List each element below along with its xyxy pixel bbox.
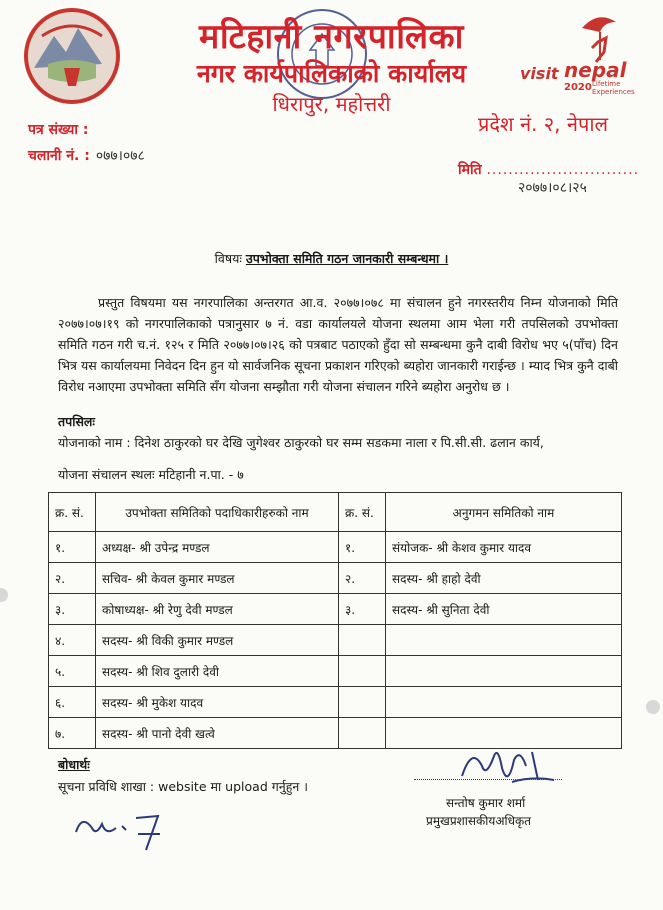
row-official-name: सदस्य- श्री शिव दुलारी देवी bbox=[96, 656, 339, 687]
header-sn-2: क्र. सं. bbox=[339, 493, 386, 532]
nepal-text: nepal bbox=[564, 58, 627, 82]
row-monitor-name: संयोजक- श्री केशव कुमार यादव bbox=[386, 532, 622, 563]
row-sn-1: १. bbox=[49, 532, 96, 563]
province-text: प्रदेश नं. २, नेपाल bbox=[478, 112, 609, 136]
row-sn-1: २. bbox=[49, 563, 96, 594]
lifetime-text: Lifetime Experiences bbox=[592, 80, 635, 96]
project-name: योजनाको नाम : दिनेश ठाकुरको घर देखि जुगेश्वर ठाकुरको घर सम्म सडकमा नाला र पि.सी.सी. ढलान कार्य, bbox=[58, 435, 544, 450]
subject-text: उपभोक्ता समिति गठन जानकारी सम्बन्धमा । bbox=[245, 251, 449, 266]
row-official-name: सचिव- श्री केवल कुमार मण्डल bbox=[96, 563, 339, 594]
officer-signature bbox=[442, 736, 562, 796]
visit-nepal-logo bbox=[520, 8, 655, 98]
bodhartha-label: बोधार्थः bbox=[58, 757, 90, 772]
table-row bbox=[49, 532, 622, 563]
signer-designation: प्रमुखप्रशासकीयअधिकृत bbox=[426, 814, 532, 828]
project-location: योजना संचालन स्थलः मटिहानी न.पा. - ७ bbox=[58, 467, 244, 482]
table-header-row bbox=[49, 493, 622, 532]
row-official-name: सदस्य- श्री मुकेश यादव bbox=[96, 687, 339, 718]
row-sn-2 bbox=[339, 718, 386, 749]
row-monitor-name: सदस्य- श्री हाहो देवी bbox=[386, 563, 622, 594]
table-row bbox=[49, 656, 622, 687]
table-row bbox=[49, 625, 622, 656]
row-sn-1: ६. bbox=[49, 687, 96, 718]
row-official-name: अध्यक्ष- श्री उपेन्द्र मण्डल bbox=[96, 532, 339, 563]
patra-sankhya-label: पत्र संख्या : bbox=[28, 122, 89, 138]
date-dots: ............................ bbox=[486, 162, 640, 178]
year-text: 2020 bbox=[564, 82, 592, 93]
row-sn-2 bbox=[339, 687, 386, 718]
header-monitoring-committee: अनुगमन समितिको नाम bbox=[386, 493, 622, 532]
row-monitor-name bbox=[386, 625, 622, 656]
initial-signature bbox=[66, 806, 176, 860]
committee-table bbox=[48, 492, 622, 749]
chalani-label: चलानी नं. : bbox=[28, 148, 90, 164]
row-official-name: कोषाध्यक्ष- श्री रेणु देवी मण्डल bbox=[96, 594, 339, 625]
details-label: तपसिलः bbox=[58, 414, 95, 429]
chalani-value: ०७७।०७८ bbox=[95, 148, 145, 164]
signature-line bbox=[414, 779, 562, 780]
table-row bbox=[49, 563, 622, 594]
date-field bbox=[458, 160, 639, 179]
table-row bbox=[49, 594, 622, 625]
row-sn-1: ७. bbox=[49, 718, 96, 749]
signer-name: सन्तोष कुमार शर्मा bbox=[446, 796, 526, 810]
table-row bbox=[49, 687, 622, 718]
visit-text: visit bbox=[520, 64, 559, 83]
header-sn-1: क्र. सं. bbox=[49, 493, 96, 532]
row-official-name: सदस्य- श्री विकी कुमार मण्डल bbox=[96, 625, 339, 656]
row-monitor-name bbox=[386, 656, 622, 687]
row-official-name: सदस्य- श्री पानो देवी खत्वे bbox=[96, 718, 339, 749]
it-section-note: सूचना प्रविधि शाखा : website मा upload गर्नुहुन । bbox=[58, 779, 308, 794]
office-name: नगर कार्यपालिकाको कार्यालय bbox=[196, 59, 467, 88]
date-value: २०७७।०८।२५ bbox=[518, 180, 587, 196]
row-sn-2: ३. bbox=[339, 594, 386, 625]
row-sn-1: ३. bbox=[49, 594, 96, 625]
subject-label: विषयः bbox=[214, 251, 242, 266]
header-user-committee: उपभोक्ता समितिको पदाधिकारीहरुको नाम bbox=[96, 493, 339, 532]
municipality-name: मटिहानी नगरपालिका bbox=[199, 17, 464, 57]
punch-hole-right bbox=[646, 700, 660, 714]
row-sn-2 bbox=[339, 656, 386, 687]
row-monitor-name bbox=[386, 687, 622, 718]
chalani-number bbox=[28, 146, 145, 165]
date-label: मिति bbox=[458, 162, 482, 178]
row-sn-2 bbox=[339, 625, 386, 656]
subject-line bbox=[0, 250, 663, 267]
letter-body: प्रस्तुत विषयमा यस नगरपालिका अन्तरगत आ.व. २०७७।०७८ मा संचालन हुने नगरस्तरीय निम्न योजनाको मिति २०७७।०७।१९ को नगरपालिकाको पत्रानुसार ७ नं. वडा कार्यालयले योजना स्थलमा आम भेला गरी तपसिलको उपभोक्ता समिति गठन गरी च.नं. १२५ र मिति २०७७।०७।२६ को पत्रबाट पठाएको हुँदा सो सम्बन्धमा कुनै दाबी विरोध भए ५(पाँच) दिन भित्र यस कार्यालयमा निवेदन दिन हुन यो सार्वजनिक सूचना प्रकाशन गरिएको ब्यहोरा जानकारी गराईन्छ । म्याद भित्र कुनै दाबी विरोध नआएमा उपभोक्ता समिति सँग योजना सम्झौता गरी योजना संचालन गरिने ब्यहोरा अनुरोध छ । bbox=[58, 295, 618, 394]
row-sn-2: १. bbox=[339, 532, 386, 563]
row-sn-1: ४. bbox=[49, 625, 96, 656]
office-address: धिरापुर, महोत्तरी bbox=[272, 92, 391, 116]
row-monitor-name: सदस्य- श्री सुनिता देवी bbox=[386, 594, 622, 625]
row-sn-2: २. bbox=[339, 563, 386, 594]
punch-hole-top bbox=[0, 588, 8, 602]
row-sn-1: ५. bbox=[49, 656, 96, 687]
